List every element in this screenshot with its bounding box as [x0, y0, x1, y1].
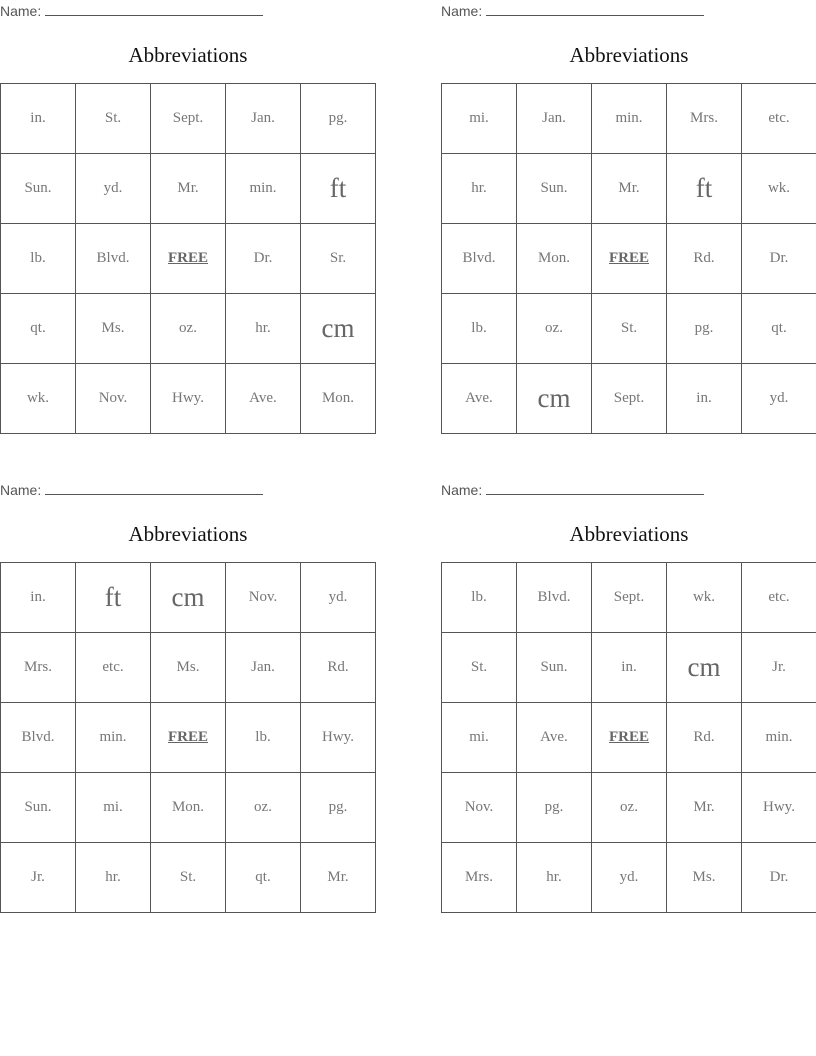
grid-cell: Ave.	[517, 703, 592, 773]
grid-cell: oz.	[226, 773, 301, 843]
grid-cell: etc.	[76, 633, 151, 703]
grid-cell: St.	[76, 84, 151, 154]
grid-cell: etc.	[742, 84, 816, 154]
grid-cell: Sun.	[1, 773, 76, 843]
grid-row	[442, 563, 816, 633]
name-field	[441, 3, 704, 19]
bingo-grid	[441, 562, 816, 913]
grid-cell: cm	[151, 563, 226, 633]
grid-cell: Dr.	[226, 224, 301, 294]
grid-cell: Blvd.	[1, 703, 76, 773]
grid-row	[442, 294, 816, 364]
grid-cell: pg.	[517, 773, 592, 843]
grid-cell: Blvd.	[442, 224, 517, 294]
grid-cell: qt.	[742, 294, 816, 364]
card-title: Abbreviations	[128, 43, 248, 67]
free-space-cell: FREE	[151, 224, 226, 294]
name-field	[0, 482, 263, 498]
grid-row	[442, 224, 816, 294]
grid-cell: cm	[517, 364, 592, 434]
grid-cell: Jan.	[226, 84, 301, 154]
grid-cell: Mrs.	[667, 84, 742, 154]
card-title: Abbreviations	[569, 522, 689, 546]
name-blank-line	[45, 482, 263, 495]
grid-cell: Jr.	[742, 633, 816, 703]
grid-cell: Rd.	[667, 224, 742, 294]
grid-cell: cm	[667, 633, 742, 703]
grid-cell: min.	[592, 84, 667, 154]
grid-cell: Rd.	[301, 633, 376, 703]
grid-cell: yd.	[592, 843, 667, 913]
name-label: Name:	[0, 3, 42, 19]
grid-row	[442, 154, 816, 224]
grid-cell: pg.	[301, 84, 376, 154]
name-label: Name:	[441, 3, 483, 19]
grid-cell: oz.	[517, 294, 592, 364]
grid-cell: qt.	[1, 294, 76, 364]
grid-row	[1, 773, 376, 843]
grid-cell: Hwy.	[151, 364, 226, 434]
grid-cell: Nov.	[226, 563, 301, 633]
grid-cell: hr.	[517, 843, 592, 913]
grid-cell: min.	[226, 154, 301, 224]
name-blank-line	[486, 482, 704, 495]
grid-cell: etc.	[742, 563, 816, 633]
grid-cell: lb.	[1, 224, 76, 294]
grid-cell: ft	[667, 154, 742, 224]
grid-row	[1, 633, 376, 703]
grid-cell: oz.	[151, 294, 226, 364]
grid-cell: Blvd.	[517, 563, 592, 633]
grid-cell: Mr.	[301, 843, 376, 913]
grid-cell: St.	[442, 633, 517, 703]
bingo-grid	[441, 83, 816, 434]
grid-cell: min.	[742, 703, 816, 773]
grid-cell: yd.	[301, 563, 376, 633]
grid-cell: Blvd.	[76, 224, 151, 294]
grid-row	[442, 703, 816, 773]
grid-cell: pg.	[667, 294, 742, 364]
grid-cell: pg.	[301, 773, 376, 843]
grid-cell: min.	[76, 703, 151, 773]
grid-cell: Mon.	[301, 364, 376, 434]
grid-cell: Dr.	[742, 224, 816, 294]
grid-cell: Mr.	[151, 154, 226, 224]
grid-row	[442, 843, 816, 913]
grid-cell: oz.	[592, 773, 667, 843]
grid-cell: Sept.	[592, 364, 667, 434]
grid-cell: Sept.	[151, 84, 226, 154]
grid-cell: Jan.	[517, 84, 592, 154]
grid-cell: wk.	[742, 154, 816, 224]
name-blank-line	[45, 3, 263, 16]
grid-cell: Sun.	[1, 154, 76, 224]
grid-row	[1, 154, 376, 224]
grid-cell: Nov.	[76, 364, 151, 434]
name-label: Name:	[441, 482, 483, 498]
grid-cell: Ms.	[667, 843, 742, 913]
grid-cell: qt.	[226, 843, 301, 913]
name-blank-line	[486, 3, 704, 16]
card-title: Abbreviations	[128, 522, 248, 546]
free-space-cell: FREE	[151, 703, 226, 773]
grid-cell: lb.	[226, 703, 301, 773]
grid-cell: Ms.	[76, 294, 151, 364]
grid-cell: Hwy.	[301, 703, 376, 773]
grid-cell: Mon.	[151, 773, 226, 843]
grid-cell: Mr.	[592, 154, 667, 224]
grid-cell: Dr.	[742, 843, 816, 913]
grid-row	[442, 773, 816, 843]
grid-cell: in.	[1, 563, 76, 633]
grid-cell: in.	[667, 364, 742, 434]
grid-cell: ft	[301, 154, 376, 224]
grid-cell: hr.	[226, 294, 301, 364]
grid-cell: Sept.	[592, 563, 667, 633]
grid-cell: lb.	[442, 563, 517, 633]
grid-row	[1, 364, 376, 434]
grid-cell: wk.	[667, 563, 742, 633]
grid-cell: Jan.	[226, 633, 301, 703]
grid-cell: cm	[301, 294, 376, 364]
grid-cell: hr.	[442, 154, 517, 224]
grid-row	[1, 843, 376, 913]
name-field	[0, 3, 263, 19]
grid-cell: wk.	[1, 364, 76, 434]
grid-cell: Ave.	[226, 364, 301, 434]
grid-cell: Sun.	[517, 154, 592, 224]
grid-cell: Sun.	[517, 633, 592, 703]
grid-cell: hr.	[76, 843, 151, 913]
grid-cell: mi.	[442, 703, 517, 773]
grid-cell: yd.	[742, 364, 816, 434]
grid-cell: Nov.	[442, 773, 517, 843]
bingo-grid	[0, 562, 376, 913]
grid-row	[1, 703, 376, 773]
grid-cell: mi.	[76, 773, 151, 843]
grid-cell: in.	[1, 84, 76, 154]
grid-cell: Mrs.	[1, 633, 76, 703]
grid-row	[442, 84, 816, 154]
free-space-cell: FREE	[592, 703, 667, 773]
grid-row	[1, 84, 376, 154]
grid-row	[1, 224, 376, 294]
grid-cell: Ms.	[151, 633, 226, 703]
grid-cell: Mon.	[517, 224, 592, 294]
card-title: Abbreviations	[569, 43, 689, 67]
grid-row	[442, 364, 816, 434]
name-field	[441, 482, 704, 498]
grid-row	[442, 633, 816, 703]
bingo-grid	[0, 83, 376, 434]
grid-cell: yd.	[76, 154, 151, 224]
grid-cell: Rd.	[667, 703, 742, 773]
grid-cell: St.	[151, 843, 226, 913]
grid-row	[1, 563, 376, 633]
grid-cell: Mrs.	[442, 843, 517, 913]
name-label: Name:	[0, 482, 42, 498]
grid-cell: in.	[592, 633, 667, 703]
grid-cell: St.	[592, 294, 667, 364]
grid-cell: ft	[76, 563, 151, 633]
grid-cell: lb.	[442, 294, 517, 364]
grid-cell: Mr.	[667, 773, 742, 843]
free-space-cell: FREE	[592, 224, 667, 294]
grid-cell: Jr.	[1, 843, 76, 913]
grid-cell: Ave.	[442, 364, 517, 434]
grid-row	[1, 294, 376, 364]
grid-cell: mi.	[442, 84, 517, 154]
grid-cell: Hwy.	[742, 773, 816, 843]
grid-cell: Sr.	[301, 224, 376, 294]
